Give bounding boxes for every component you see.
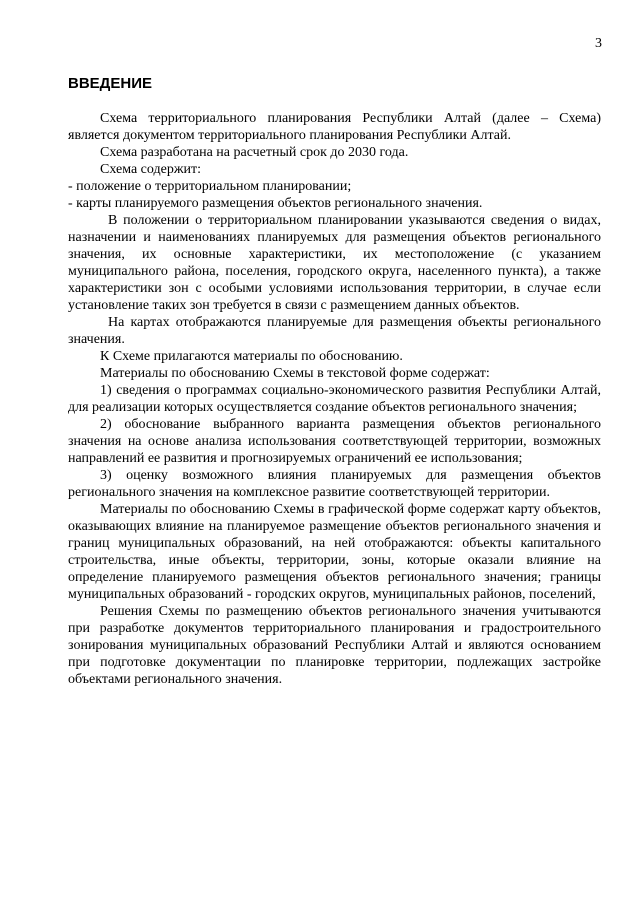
list-item: - положение о территориальном планировании; <box>68 179 352 194</box>
paragraph: Схема разработана на расчетный срок до 2030 года. <box>100 145 409 160</box>
list-item: 1) сведения о программах социально-экономического развития Республики Алтай, для реализации которых осуществляется создание объектов регионального значения; <box>68 383 601 415</box>
paragraph: Схема территориального планирования Республики Алтай (далее – Схема) является документом территориального планирования Республики Алтай. <box>68 111 601 143</box>
paragraph: В положении о территориальном планировании указываются сведения о видах, назначении и наименованиях планируемых для размещения объектов регионального значения, их основные характеристики, их местоположение (с указанием муниципального района, поселения, городского округа, населенного пункта), а также характеристики зон с особыми условиями использования территории, в случае если установление таких зон требуется в связи с размещением данных объектов. <box>68 213 601 313</box>
document-body <box>68 110 601 688</box>
section-heading: ВВЕДЕНИЕ <box>68 75 152 92</box>
paragraph: На картах отображаются планируемые для размещения объекты регионального значения. <box>68 315 601 347</box>
paragraph: К Схеме прилагаются материалы по обоснованию. <box>100 349 403 364</box>
page-number: 3 <box>595 36 602 51</box>
paragraph: Материалы по обоснованию Схемы в текстовой форме содержат: <box>100 366 490 381</box>
list-item: 2) обоснование выбранного варианта размещения объектов регионального значения на основе анализа использования соответствующей территории, возможных направлений ее развития и прогнозируемых ограничений ее использования; <box>68 417 601 466</box>
paragraph: Материалы по обоснованию Схемы в графической форме содержат карту объектов, оказывающих влияние на планируемое размещение объектов регионального значения и границ муниципальных образований, на ней отображаются: объекты капитального строительства, иные объекты, территории, зоны, которые оказали влияние на определение планируемого размещения объектов регионального значения; границы муниципальных образований - городских округов, муниципальных районов, поселений, <box>68 502 601 602</box>
list-item: - карты планируемого размещения объектов регионального значения. <box>68 196 483 211</box>
paragraph: Решения Схемы по размещению объектов регионального значения учитываются при разработке документов территориального планирования и градостроительного зонирования муниципальных образований Республики Алтай и являются основанием при подготовке документации по планировке территории, подлежащих застройке объектами регионального значения. <box>68 604 601 687</box>
list-item: 3) оценку возможного влияния планируемых для размещения объектов регионального значения на комплексное развитие соответствующей территории. <box>68 468 601 500</box>
paragraph: Схема содержит: <box>100 162 202 177</box>
